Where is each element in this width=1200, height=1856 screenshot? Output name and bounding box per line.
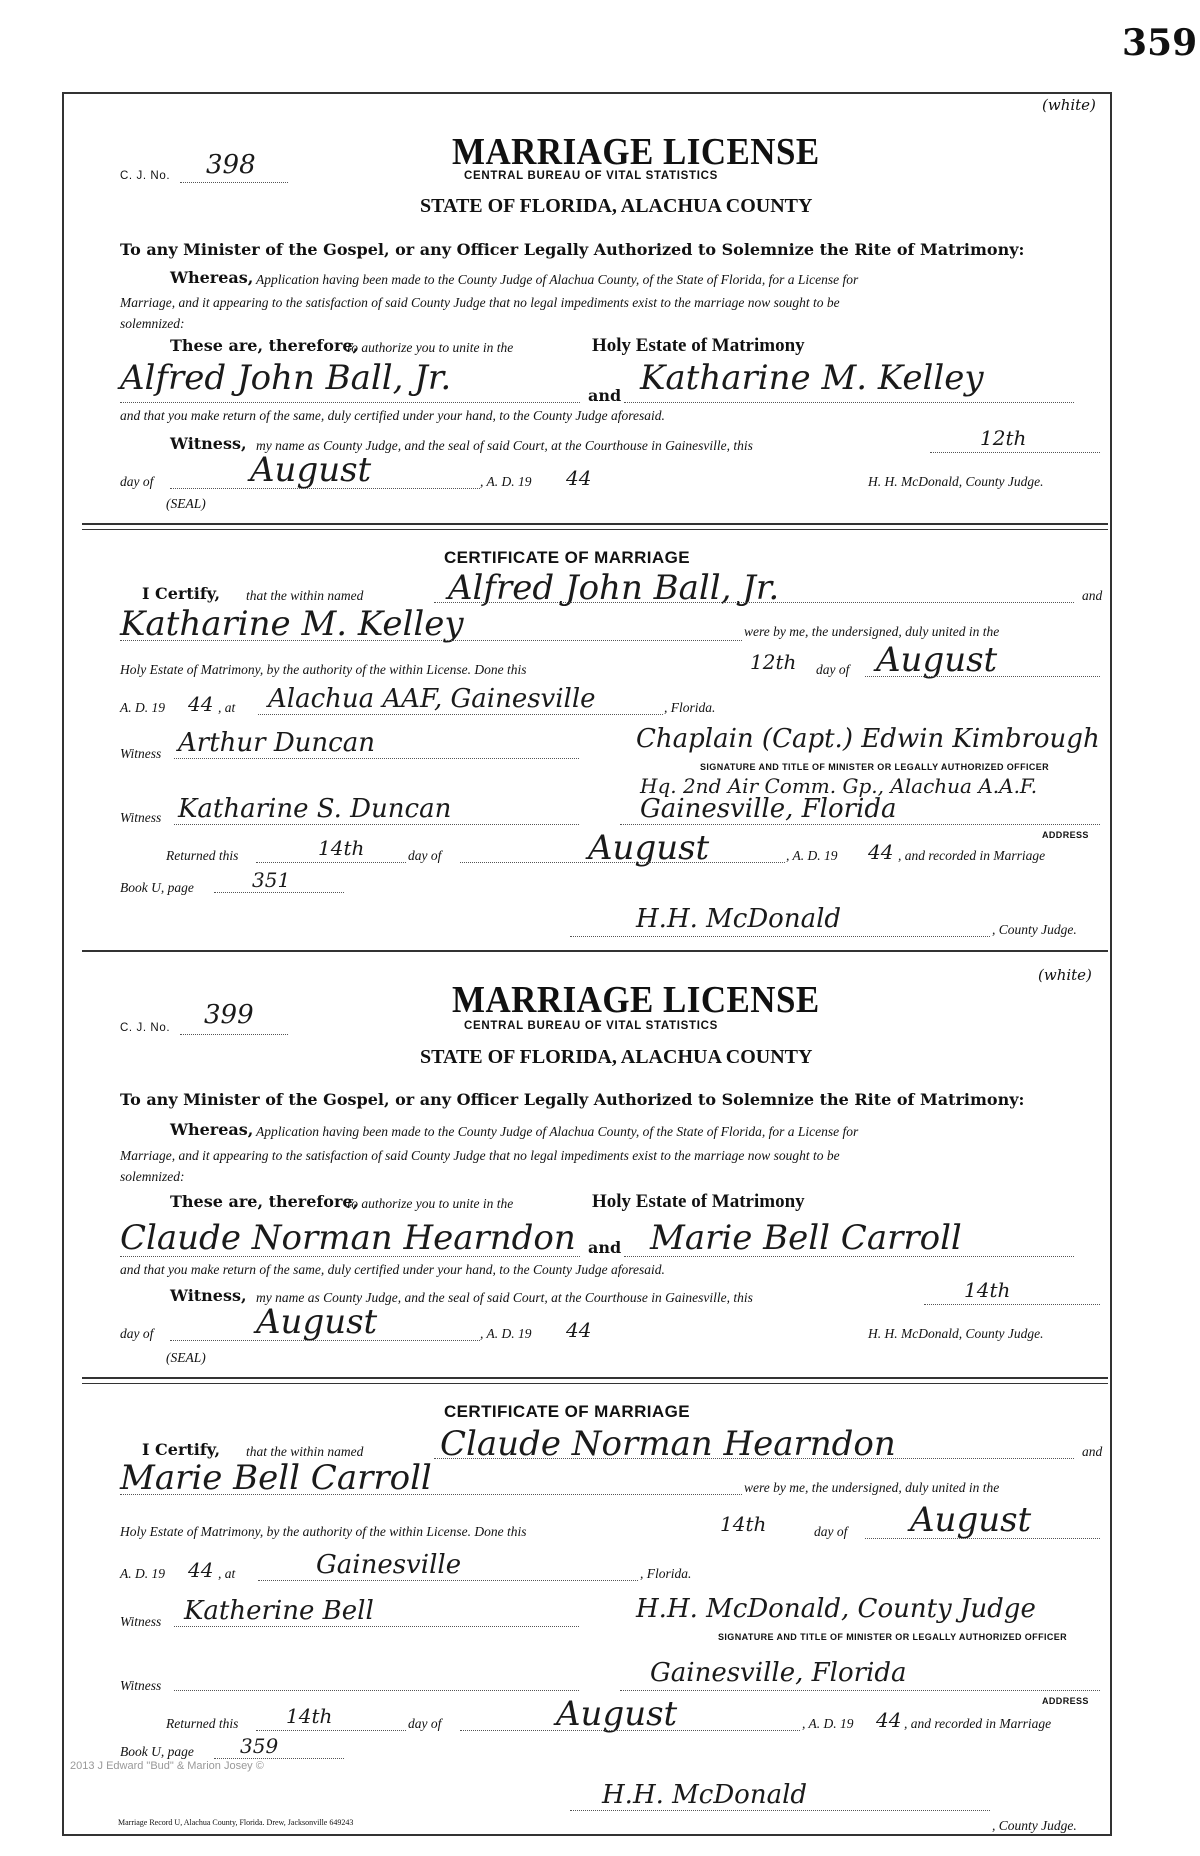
license-1-state: STATE OF FLORIDA, ALACHUA COUNTY: [420, 195, 813, 217]
certificate-1-month: August: [876, 640, 998, 680]
license-1-whereas-text-2: Marriage, and it appearing to the satisfaction of said County Judge that no legal impediments exist to the marriage now sought to be: [120, 295, 840, 310]
license-1-whereas-text-3: solemnized:: [120, 316, 185, 331]
certificate-1-bride: Katharine M. Kelley: [120, 604, 464, 644]
license-1-cj-number: 398: [206, 150, 256, 180]
license-1-these-head: These are, therefore,: [170, 336, 359, 355]
certificate-2-florida: , Florida.: [640, 1566, 692, 1581]
certificate-2-returned-year: 44: [876, 1708, 902, 1732]
certificate-1-title: CERTIFICATE OF MARRIAGE: [444, 548, 690, 567]
license-2-note: (white): [1038, 966, 1092, 984]
license-2-holy-estate: Holy Estate of Matrimony: [592, 1191, 805, 1212]
certificate-1-groom: Alfred John Ball, Jr.: [448, 568, 780, 608]
certificate-1-page: 351: [252, 868, 291, 892]
license-2-return-text: and that you make return of the same, duly certified under your hand, to the County Judge aforesaid.: [120, 1262, 665, 1277]
license-1-note: (white): [1042, 96, 1096, 114]
certificate-1-returned-day-of: day of: [408, 848, 442, 863]
license-1-bureau: CENTRAL BUREAU OF VITAL STATISTICS: [464, 170, 719, 182]
certificate-2-returned-text: Returned this: [166, 1716, 239, 1731]
certificate-2-witness-label-1: Witness: [120, 1614, 162, 1629]
certificate-1-book-text: Book U, page: [120, 880, 194, 895]
copyright-watermark: 2013 J Edward "Bud" & Marion Josey ©: [70, 1760, 264, 1772]
certificate-1-witness-label-1: Witness: [120, 746, 162, 761]
license-1-bride: Katharine M. Kelley: [640, 358, 984, 398]
license-2-whereas-text-3: solemnized:: [120, 1169, 185, 1184]
certificate-2-day: 14th: [720, 1512, 767, 1536]
license-1-seal: (SEAL): [166, 496, 206, 511]
license-2-address-line: To any Minister of the Gospel, or any Officer Legally Authorized to Solemnize the Rite of Matrimony:: [120, 1090, 1025, 1109]
certificate-2-witness-1: Katherine Bell: [184, 1596, 374, 1626]
license-1-whereas-head: Whereas,: [170, 268, 254, 287]
page-number: 359: [1122, 22, 1198, 64]
license-1-address-line: To any Minister of the Gospel, or any Officer Legally Authorized to Solemnize the Rite of Matrimony:: [120, 240, 1025, 259]
license-2-ad: , A. D. 19: [480, 1326, 532, 1341]
certificate-1-officer-title: Hq. 2nd Air Comm. Gp., Alachua A.A.F.: [640, 774, 1038, 798]
certificate-2-holy-text: Holy Estate of Matrimony, by the authority of the within License. Done this: [120, 1524, 527, 1539]
license-1-these-text: To authorize you to unite in the: [345, 340, 514, 355]
certificate-2-judge-signature: H.H. McDonald: [602, 1780, 808, 1810]
license-1-month: August: [250, 450, 372, 490]
license-1-witness-head: Witness,: [170, 434, 247, 453]
certificate-1-witness-1: Arthur Duncan: [178, 728, 375, 758]
license-2-whereas-head: Whereas,: [170, 1120, 254, 1139]
certificate-2-officer-signature: H.H. McDonald, County Judge: [636, 1594, 1036, 1624]
certificate-2-returned-day-of: day of: [408, 1716, 442, 1731]
certificate-1-ad: A. D. 19: [120, 700, 165, 715]
license-2-cj-label: C. J. No.: [120, 1022, 171, 1034]
certificate-1-signature-label: SIGNATURE AND TITLE OF MINISTER OR LEGALLY AUTHORIZED OFFICER: [700, 762, 1050, 772]
certificate-1-certify-head: I Certify,: [142, 584, 221, 603]
certificate-2-recorded-text: , and recorded in Marriage: [904, 1716, 1052, 1731]
certificate-2-day-of: day of: [814, 1524, 848, 1539]
license-1-witness-text: my name as County Judge, and the seal of said Court, at the Courthouse in Gainesville, this: [256, 438, 753, 453]
certificate-2-returned-month: August: [556, 1694, 678, 1734]
license-2-witness-text: my name as County Judge, and the seal of said Court, at the Courthouse in Gainesville, this: [256, 1290, 753, 1305]
license-1-ad: , A. D. 19: [480, 474, 532, 489]
footer-print-line: Marriage Record U, Alachua County, Florida. Drew, Jacksonville 649243: [118, 1818, 354, 1827]
license-1-year: 44: [566, 466, 592, 490]
license-2-day-of: day of: [120, 1326, 154, 1341]
license-1-whereas-text-1: Application having been made to the County Judge of Alachua County, of the State of Florida, for a License for: [256, 272, 859, 287]
certificate-1-place: Alachua AAF, Gainesville: [268, 684, 596, 714]
license-1-title: MARRIAGE LICENSE: [452, 131, 820, 173]
license-1-return-text: and that you make return of the same, duly certified under your hand, to the County Judge aforesaid.: [120, 408, 665, 423]
certificate-2-address: Gainesville, Florida: [650, 1658, 907, 1688]
license-2-title: MARRIAGE LICENSE: [452, 979, 820, 1021]
certificate-1-florida: , Florida.: [664, 700, 716, 715]
certificate-1-and: and: [1082, 588, 1103, 603]
license-2-these-text: To authorize you to unite in the: [345, 1196, 514, 1211]
license-1-groom: Alfred John Ball, Jr.: [120, 358, 452, 398]
certificate-2-certify-head: I Certify,: [142, 1440, 221, 1459]
certificate-1-returned-year: 44: [868, 840, 894, 864]
license-1-day: 12th: [980, 426, 1027, 450]
certificate-1-day-of: day of: [816, 662, 850, 677]
certificate-1-were-text: were by me, the undersigned, duly united in the: [744, 624, 1000, 639]
certificate-1-returned-day: 14th: [318, 836, 365, 860]
certificate-1-witness-label-2: Witness: [120, 810, 162, 825]
certificate-1-at: , at: [218, 700, 236, 715]
license-2-month: August: [256, 1302, 378, 1342]
license-2-bureau: CENTRAL BUREAU OF VITAL STATISTICS: [464, 1020, 719, 1032]
license-2-state: STATE OF FLORIDA, ALACHUA COUNTY: [420, 1046, 813, 1068]
license-2-day: 14th: [964, 1278, 1011, 1302]
certificate-2-page: 359: [240, 1734, 279, 1758]
certificate-1-recorded-text: , and recorded in Marriage: [898, 848, 1046, 863]
license-2-whereas-text-1: Application having been made to the County Judge of Alachua County, of the State of Florida, for a License for: [256, 1124, 859, 1139]
certificate-1-address-label: ADDRESS: [1042, 830, 1089, 840]
certificate-1-holy-text: Holy Estate of Matrimony, by the authority of the within License. Done this: [120, 662, 527, 677]
license-1-holy-estate: Holy Estate of Matrimony: [592, 335, 805, 356]
license-2-and: and: [588, 1238, 622, 1257]
certificate-1-returned-month: August: [588, 828, 710, 868]
certificate-2-title: CERTIFICATE OF MARRIAGE: [444, 1402, 690, 1421]
license-2-year: 44: [566, 1318, 592, 1342]
certificate-2-witness-label-2: Witness: [120, 1678, 162, 1693]
certificate-2-returned-ad: , A. D. 19: [802, 1716, 854, 1731]
certificate-2-and: and: [1082, 1444, 1103, 1459]
license-1-judge: H. H. McDonald, County Judge.: [868, 474, 1044, 489]
certificate-2-signature-label: SIGNATURE AND TITLE OF MINISTER OR LEGALLY AUTHORIZED OFFICER: [718, 1632, 1068, 1642]
license-2-bride: Marie Bell Carroll: [650, 1218, 962, 1258]
certificate-1-day: 12th: [750, 650, 797, 674]
license-1-and: and: [588, 386, 622, 405]
certificate-2-month: August: [910, 1500, 1032, 1540]
license-2-cj-number: 399: [204, 1000, 254, 1030]
certificate-2-groom: Claude Norman Hearndon: [440, 1424, 896, 1464]
certificate-1-returned-ad: , A. D. 19: [786, 848, 838, 863]
certificate-1-judge-signature: H.H. McDonald: [636, 904, 842, 934]
certificate-2-certify-text: that the within named: [246, 1444, 364, 1459]
certificate-1-year: 44: [188, 692, 214, 716]
license-2-groom: Claude Norman Hearndon: [120, 1218, 576, 1258]
certificate-1-witness-2: Katharine S. Duncan: [178, 794, 452, 824]
certificate-1-officer-signature: Chaplain (Capt.) Edwin Kimbrough: [636, 724, 1100, 754]
certificate-2-place: Gainesville: [316, 1550, 462, 1580]
certificate-2-year: 44: [188, 1558, 214, 1582]
license-1-day-of: day of: [120, 474, 154, 489]
certificate-2-ad: A. D. 19: [120, 1566, 165, 1581]
certificate-1-judge-label: , County Judge.: [992, 922, 1077, 937]
license-2-these-head: These are, therefore,: [170, 1192, 359, 1211]
certificate-2-judge-label: , County Judge.: [992, 1818, 1077, 1833]
license-1-cj-label: C. J. No.: [120, 170, 171, 182]
license-2-judge: H. H. McDonald, County Judge.: [868, 1326, 1044, 1341]
certificate-2-returned-day: 14th: [286, 1704, 333, 1728]
license-2-whereas-text-2: Marriage, and it appearing to the satisfaction of said County Judge that no legal impediments exist to the marriage now sought to be: [120, 1148, 840, 1163]
certificate-1-certify-text: that the within named: [246, 588, 364, 603]
certificate-2-at: , at: [218, 1566, 236, 1581]
certificate-2-address-label: ADDRESS: [1042, 1696, 1089, 1706]
certificate-2-book-text: Book U, page: [120, 1744, 194, 1759]
certificate-1-address: Gainesville, Florida: [640, 794, 897, 824]
certificate-2-were-text: were by me, the undersigned, duly united in the: [744, 1480, 1000, 1495]
certificate-1-returned-text: Returned this: [166, 848, 239, 863]
certificate-2-bride: Marie Bell Carroll: [120, 1458, 432, 1498]
license-2-seal: (SEAL): [166, 1350, 206, 1365]
license-2-witness-head: Witness,: [170, 1286, 247, 1305]
